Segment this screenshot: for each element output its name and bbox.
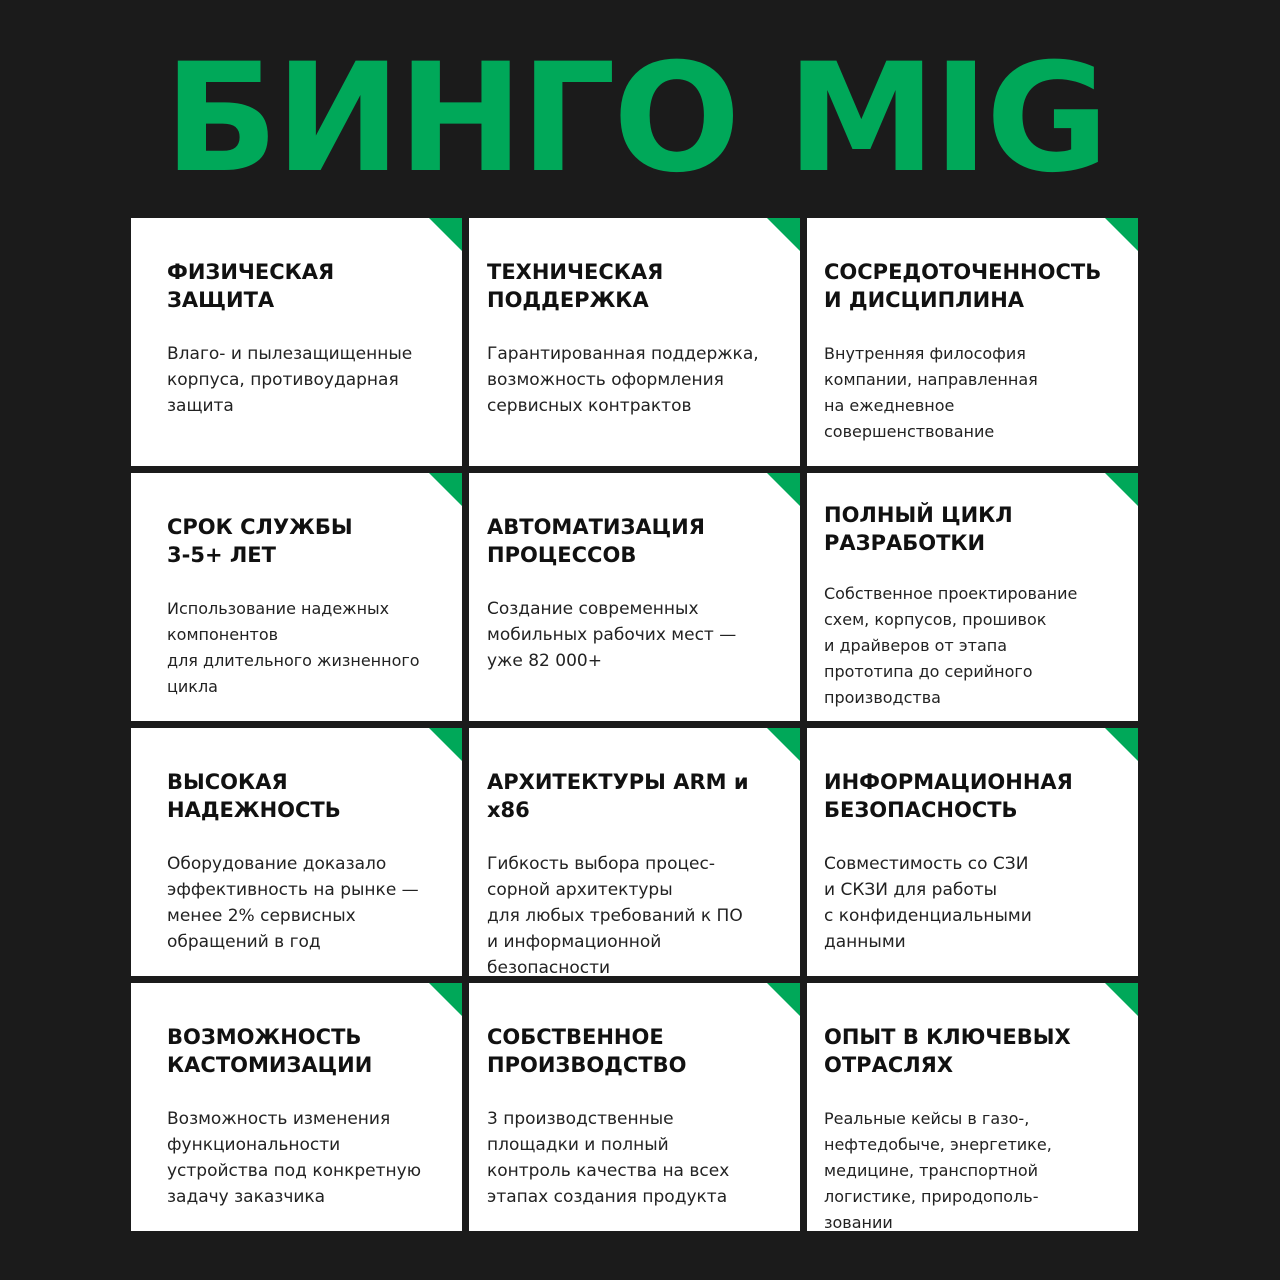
- bingo-card-tech-support: [469, 218, 800, 466]
- card-description: Влаго- и пылезащищенные корпуса, противоударная защита: [167, 344, 413, 416]
- corner-triangle-icon: [429, 218, 462, 251]
- card-description: Оборудование доказало эффективность на рынке — менее 2% сервисных обращений в год: [167, 854, 419, 952]
- page-title: БИНГО MIG: [164, 32, 1106, 206]
- card-title: ПОЛНЫЙ ЦИКЛ РАЗРАБОТКИ: [824, 503, 1013, 555]
- card-title: СОСРЕДОТОЧЕННОСТЬ И ДИСЦИПЛИНА: [824, 260, 1102, 312]
- corner-triangle-icon: [429, 728, 462, 761]
- bingo-card-architectures: [469, 728, 800, 976]
- corner-triangle-icon: [767, 728, 800, 761]
- corner-triangle-icon: [429, 473, 462, 506]
- card-title: СРОК СЛУЖБЫ 3-5+ ЛЕТ: [167, 515, 353, 567]
- corner-triangle-icon: [429, 983, 462, 1016]
- card-description: Гарантированная поддержка, возможность оформления сервисных контрактов: [487, 344, 759, 416]
- corner-triangle-icon: [767, 983, 800, 1016]
- card-title: ВЫСОКАЯ НАДЕЖНОСТЬ: [167, 770, 341, 822]
- bingo-card-industries: [807, 983, 1138, 1231]
- bingo-card-automation: [469, 473, 800, 721]
- card-title: ОПЫТ В КЛЮЧЕВЫХ ОТРАСЛЯХ: [824, 1025, 1071, 1077]
- card-description: Внутренняя философия компании, направленная на ежедневное совершенствование: [824, 344, 1038, 441]
- card-title: ИНФОРМАЦИОННАЯ БЕЗОПАСНОСТЬ: [824, 770, 1073, 822]
- card-description: Использование надежных компонентов для длительного жизненного цикла: [167, 599, 420, 696]
- card-description: Собственное проектирование схем, корпусов, прошивок и драйверов от этапа прототипа до серийного производства: [824, 584, 1078, 707]
- bingo-card-full-cycle: [807, 473, 1138, 721]
- card-description: Создание современных мобильных рабочих мест — уже 82 000+: [487, 599, 737, 671]
- bingo-grid: [131, 218, 1138, 1233]
- card-title: ТЕХНИЧЕСКАЯ ПОДДЕРЖКА: [487, 260, 664, 312]
- bingo-card-reliability: [131, 728, 462, 976]
- bingo-card-customization: [131, 983, 462, 1231]
- bingo-card-service-life: [131, 473, 462, 721]
- corner-triangle-icon: [1105, 983, 1138, 1016]
- corner-triangle-icon: [1105, 473, 1138, 506]
- card-title: АВТОМАТИЗАЦИЯ ПРОЦЕССОВ: [487, 515, 705, 567]
- card-description: 3 производственные площадки и полный контроль качества на всех этапах создания продукта: [487, 1109, 730, 1207]
- card-description: Совместимость со СЗИ и СКЗИ для работы с конфиденциальными данными: [824, 854, 1032, 952]
- card-description: Реальные кейсы в газо-, нефтедобыче, энергетике, медицине, транспортной логистике, природополь- зовании: [824, 1109, 1052, 1231]
- corner-triangle-icon: [767, 473, 800, 506]
- card-description: Возможность изменения функциональности устройства под конкретную задачу заказчика: [167, 1109, 422, 1207]
- bingo-card-physical-protection: [131, 218, 462, 466]
- card-title: ФИЗИЧЕСКАЯ ЗАЩИТА: [167, 260, 335, 312]
- corner-triangle-icon: [767, 218, 800, 251]
- bingo-card-infosec: [807, 728, 1138, 976]
- card-title: СОБСТВЕННОЕ ПРОИЗВОДСТВО: [487, 1025, 687, 1077]
- card-description: Гибкость выбора процес- сорной архитектуры для любых требований к ПО и информационной безопасности: [487, 854, 743, 976]
- corner-triangle-icon: [1105, 728, 1138, 761]
- bingo-card-own-production: [469, 983, 800, 1231]
- card-title: ВОЗМОЖНОСТЬ КАСТОМИЗАЦИИ: [167, 1025, 373, 1077]
- bingo-card-discipline: [807, 218, 1138, 466]
- corner-triangle-icon: [1105, 218, 1138, 251]
- card-title: АРХИТЕКТУРЫ ARM и x86: [487, 770, 749, 822]
